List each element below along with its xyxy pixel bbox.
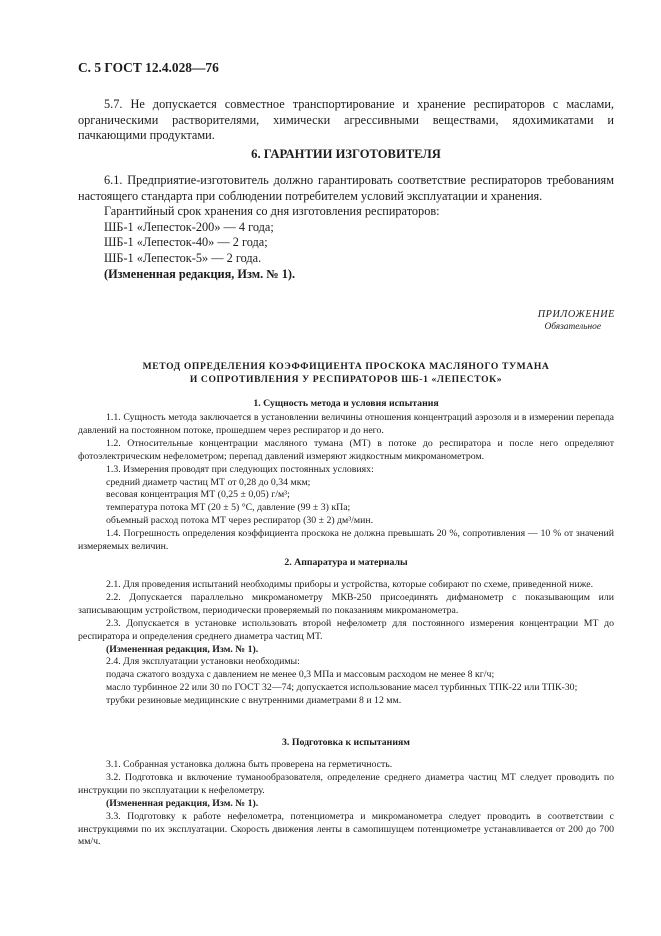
requirement-line: подача сжатого воздуха с давлением не менее 0,3 МПа и массовым расходом не менее 8 кг/ч; bbox=[106, 669, 495, 681]
section-1-title: 1. Сущность метода и условия испытания bbox=[253, 398, 439, 409]
condition-line: температура потока МТ (20 ± 5) °С, давление (99 ± 3) кПа; bbox=[106, 502, 351, 514]
amendment-note: (Измененная редакция, Изм. № 1). bbox=[104, 266, 296, 281]
paragraph-1-3: 1.3. Измерения проводят при следующих постоянных условиях: bbox=[106, 463, 374, 475]
condition-line: весовая концентрация МТ (0,25 ± 0,05) г/м³; bbox=[106, 489, 290, 501]
paragraph-1-1: 1.1. Сущность метода заключается в установлении величины отношения концентраций аэрозоля и в измерении перепада давлений на постоянном потоке, прошедшем через респиратор и до него. bbox=[78, 412, 614, 436]
method-title-line: МЕТОД ОПРЕДЕЛЕНИЯ КОЭФФИЦИЕНТА ПРОСКОКА МАСЛЯНОГО ТУМАНА bbox=[142, 361, 550, 372]
appendix-label: ПРИЛОЖЕНИЕ bbox=[537, 309, 615, 320]
amendment-note: (Измененная редакция, Изм. № 1). bbox=[106, 797, 259, 809]
amendment-note: (Измененная редакция, Изм. № 1). bbox=[106, 643, 259, 655]
method-title bbox=[78, 360, 614, 386]
method-title-line: И СОПРОТИВЛЕНИЯ У РЕСПИРАТОРОВ ШБ-1 «ЛЕПЕСТОК» bbox=[189, 374, 503, 385]
paragraph-1-2: 1.2. Относительные концентрации масляного тумана (МТ) в потоке до респиратора и после него определяют фотоэлектрическим нефелометром; перепад давлений измеряют жидкостным микроманометром. bbox=[78, 437, 614, 462]
requirement-line: трубки резиновые медицинские с внутренними диаметрами 8 и 12 мм. bbox=[106, 695, 402, 707]
condition-line: средний диаметр частиц МТ от 0,28 до 0,34 мкм; bbox=[106, 476, 311, 488]
page-header: С. 5 ГОСТ 12.4.028—76 bbox=[78, 60, 219, 75]
warranty-line: ШБ-1 «Лепесток-40» — 2 года; bbox=[104, 235, 268, 250]
paragraph-3-2: 3.2. Подготовка и включение туманообразователя, определение среднего диаметра частиц МТ следует проводить по инструкции по эксплуатации к нефелометру. bbox=[78, 771, 614, 796]
paragraph-1-4: 1.4. Погрешность определения коэффициента проскока не должна превышать 20 %, сопротивления — 10 % от значений измеряемых величин. bbox=[78, 528, 614, 553]
warranty-line: Гарантийный срок хранения со дня изготовления респираторов: bbox=[104, 204, 440, 219]
appendix-note: Обязательное bbox=[544, 322, 601, 332]
section-6-body bbox=[78, 173, 614, 282]
section-1-body bbox=[78, 412, 614, 554]
paragraph-2-3: 2.3. Допускается в установке использовать второй нефелометр для постоянного измерения концентрации МТ до респиратора и определения среднего диаметра частиц МТ. bbox=[78, 617, 614, 642]
section-2-body bbox=[78, 579, 614, 708]
section-2-title: 2. Аппаратура и материалы bbox=[284, 557, 408, 568]
condition-line: объемный расход потока МТ через респиратор (30 ± 2) дм³/мин. bbox=[106, 515, 374, 527]
paragraph-6-1: 6.1. Предприятие-изготовитель должно гарантировать соответствие респираторов требованиям настоящего стандарта при соблюдении потребителем условий эксплуатации и хранения. bbox=[78, 173, 614, 203]
paragraph-3-3: 3.3. Подготовку к работе нефелометра, потенциометра и микроманометра следует проводить в соответствии с инструкциями по их эксплуатации. Скорость движения ленты в самопишущем потенциометре устанавливается от 200 до 700 мм/ч. bbox=[78, 810, 614, 848]
section-3-body bbox=[78, 759, 614, 849]
section-6-title: 6. ГАРАНТИИ ИЗГОТОВИТЕЛЯ bbox=[251, 147, 441, 161]
paragraph-2-2: 2.2. Допускается параллельно микроманометру МКВ-250 присоединять дифманометр с показывающим или записывающим устройством, периодически проверяемый по показаниям микроманометра. bbox=[78, 591, 614, 616]
warranty-line: ШБ-1 «Лепесток-5» — 2 года. bbox=[104, 250, 262, 265]
paragraph-2-1: 2.1. Для проведения испытаний необходимы приборы и устройства, которые собирают по схеме, приведенной ниже. bbox=[106, 579, 594, 590]
paragraph-3-1: 3.1. Собранная установка должна быть проверена на герметичность. bbox=[106, 759, 393, 770]
paragraph-2-4: 2.4. Для эксплуатации установки необходимы: bbox=[106, 656, 300, 668]
requirement-line: масло турбинное 22 или 30 по ГОСТ 32—74; допускается использование масел турбинных ТПК-22 или ТПК-30; bbox=[106, 682, 578, 694]
section-3-title: 3. Подготовка к испытаниям bbox=[282, 737, 410, 748]
warranty-line: ШБ-1 «Лепесток-200» — 4 года; bbox=[104, 219, 274, 234]
paragraph-5-7: 5.7. Не допускается совместное транспортирование и хранение респираторов с маслами, органическими растворителями, химически агрессивными веществами, ядохимикатами и пачкающими продуктами. bbox=[78, 97, 614, 143]
